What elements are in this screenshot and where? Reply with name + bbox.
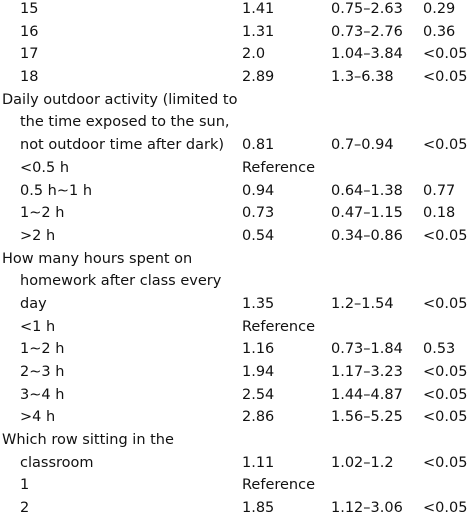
odds-ratio-cell: Reference — [242, 159, 316, 176]
confidence-interval-cell: 1.44–4.87 — [331, 386, 403, 403]
p-value-cell: <0.05 — [423, 137, 468, 154]
confidence-interval-cell: 0.47–1.15 — [331, 205, 403, 222]
row-label: 1∼2 h — [20, 205, 65, 222]
confidence-interval-cell: 1.2–1.54 — [331, 295, 394, 312]
row-label: 1 — [20, 477, 30, 494]
row-label: classroom — [20, 454, 94, 471]
table-row — [0, 134, 474, 157]
p-value-cell: 0.53 — [423, 341, 456, 358]
p-value-cell: <0.05 — [423, 409, 468, 426]
confidence-interval-cell: 0.34–0.86 — [331, 227, 403, 244]
table-row — [0, 225, 474, 248]
row-label: 3∼4 h — [20, 386, 65, 403]
table-row — [0, 452, 474, 475]
p-value-cell: <0.05 — [423, 364, 468, 380]
odds-ratio-cell: 1.94 — [242, 364, 275, 380]
confidence-interval-cell: 1.3–6.38 — [331, 69, 394, 86]
table-row — [0, 316, 474, 339]
odds-ratio-cell: 2.54 — [242, 386, 275, 403]
table-row — [0, 384, 474, 407]
p-value-cell: 0.36 — [423, 23, 456, 40]
row-label: 15 — [20, 1, 39, 17]
odds-ratio-cell: 1.16 — [242, 341, 275, 358]
confidence-interval-cell: 1.12–3.06 — [331, 500, 403, 517]
table-row — [0, 21, 474, 44]
table-row — [0, 248, 474, 271]
odds-ratio-cell: 0.73 — [242, 205, 275, 222]
odds-ratio-cell: 1.85 — [242, 500, 275, 517]
table-row — [0, 66, 474, 89]
p-value-cell: <0.05 — [423, 46, 468, 63]
row-label: <1 h — [20, 318, 56, 335]
odds-ratio-cell: 2.86 — [242, 409, 275, 426]
row-label: the time exposed to the sun, — [20, 114, 230, 131]
table-row — [0, 157, 474, 180]
row-label: day — [20, 295, 47, 312]
odds-ratio-cell: 0.94 — [242, 182, 275, 199]
confidence-interval-cell: 0.73–2.76 — [331, 23, 403, 40]
row-label: 18 — [20, 69, 39, 86]
odds-ratio-cell: 0.81 — [242, 137, 275, 154]
odds-ratio-cell: 2.89 — [242, 69, 275, 86]
table-row — [0, 89, 474, 112]
row-label: Daily outdoor activity (limited to — [2, 91, 238, 108]
confidence-interval-cell: 0.7–0.94 — [331, 137, 394, 154]
table-row — [0, 497, 474, 520]
table-row — [0, 474, 474, 497]
row-label: Which row sitting in the — [2, 432, 174, 449]
p-value-cell: <0.05 — [423, 227, 468, 244]
odds-ratio-cell: 2.0 — [242, 46, 266, 63]
row-label: 17 — [20, 46, 39, 63]
confidence-interval-cell: 0.73–1.84 — [331, 341, 403, 358]
p-value-cell: <0.05 — [423, 500, 468, 517]
odds-ratio-cell: 1.35 — [242, 295, 275, 312]
table-row — [0, 270, 474, 293]
p-value-cell: 0.29 — [423, 1, 456, 17]
row-label: >2 h — [20, 227, 56, 244]
table-row — [0, 338, 474, 361]
odds-ratio-cell: Reference — [242, 477, 316, 494]
table-row — [0, 361, 474, 384]
row-label: not outdoor time after dark) — [20, 137, 225, 154]
row-label: 0.5 h∼1 h — [20, 182, 93, 199]
p-value-cell: <0.05 — [423, 295, 468, 312]
p-value-cell: <0.05 — [423, 386, 468, 403]
confidence-interval-cell: 1.17–3.23 — [331, 364, 403, 380]
table-row — [0, 111, 474, 134]
confidence-interval-cell: 1.56–5.25 — [331, 409, 403, 426]
confidence-interval-cell: 1.02–1.2 — [331, 454, 394, 471]
table-row — [0, 180, 474, 203]
p-value-cell: <0.05 — [423, 69, 468, 86]
odds-ratio-cell: 1.11 — [242, 454, 275, 471]
table-row — [0, 202, 474, 225]
row-label: <0.5 h — [20, 159, 70, 176]
row-label: 2 — [20, 500, 30, 517]
p-value-cell: 0.77 — [423, 182, 456, 199]
odds-ratio-cell: Reference — [242, 318, 316, 335]
table-row — [0, 293, 474, 316]
table-row — [0, 406, 474, 429]
p-value-cell: 0.18 — [423, 205, 456, 222]
odds-ratio-cell: 0.54 — [242, 227, 275, 244]
odds-ratio-cell: 1.31 — [242, 23, 275, 40]
confidence-interval-cell: 0.64–1.38 — [331, 182, 403, 199]
confidence-interval-cell: 0.75–2.63 — [331, 1, 403, 17]
row-label: 1∼2 h — [20, 341, 65, 358]
odds-ratio-cell: 1.41 — [242, 1, 275, 17]
row-label: 2∼3 h — [20, 364, 65, 380]
row-label: 16 — [20, 23, 39, 40]
row-label: >4 h — [20, 409, 56, 426]
row-label: homework after class every — [20, 273, 222, 290]
confidence-interval-cell: 1.04–3.84 — [331, 46, 403, 63]
table-row — [0, 0, 474, 21]
table-row — [0, 43, 474, 66]
table-row — [0, 429, 474, 452]
p-value-cell: <0.05 — [423, 454, 468, 471]
row-label: How many hours spent on — [2, 250, 193, 267]
